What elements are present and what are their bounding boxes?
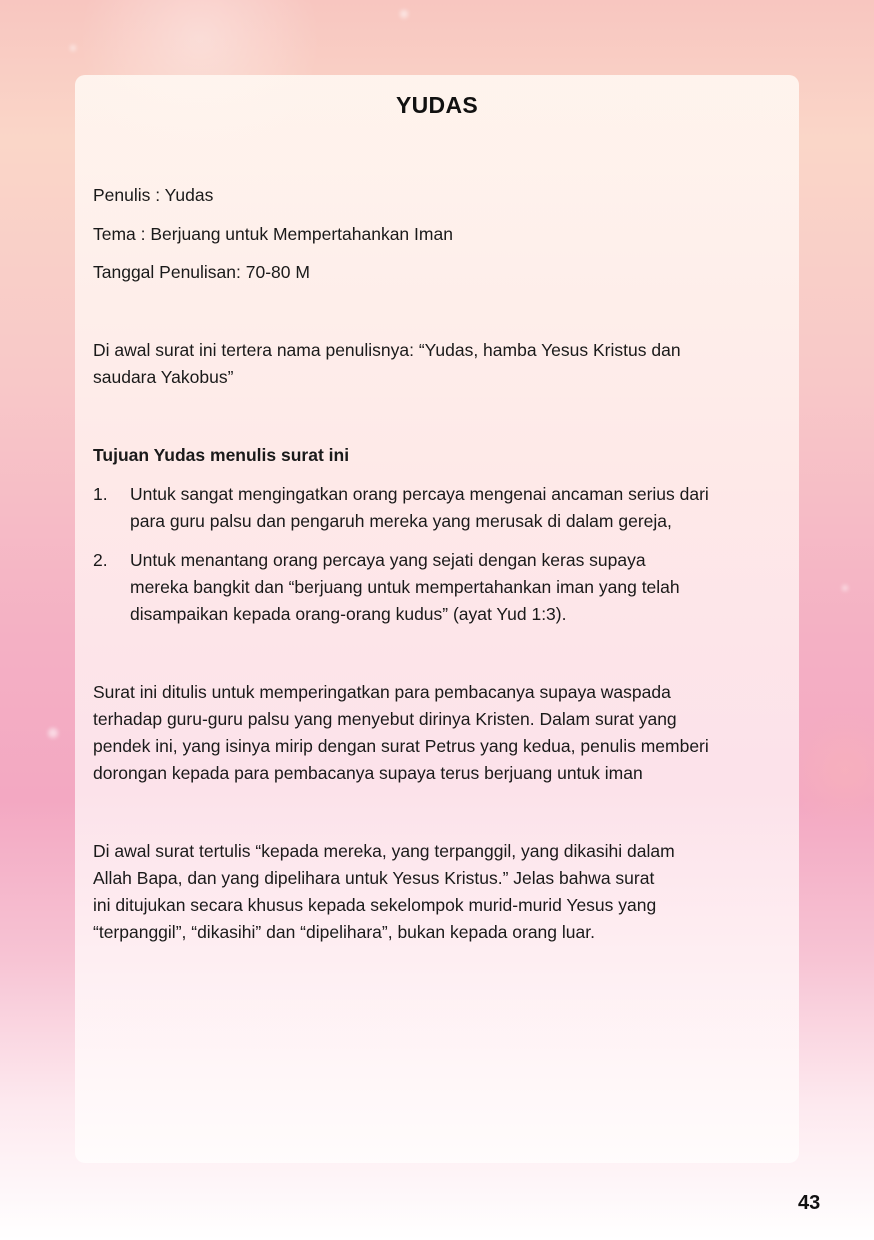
info-penulis: Penulis : Yudas — [93, 185, 214, 205]
page-number: 43 — [798, 1192, 821, 1214]
bokeh-sparkle — [400, 10, 408, 18]
list-item-line: disampaikan kepada orang-orang kudus” (ayat Yud 1:3). — [130, 604, 567, 624]
bokeh-sparkle — [48, 728, 58, 738]
list-item-line: para guru palsu dan pengaruh mereka yang merusak di dalam gereja, — [130, 511, 672, 531]
paragraph-line: Allah Bapa, dan yang dipelihara untuk Yesus Kristus.” Jelas bahwa surat — [93, 868, 655, 888]
paragraph-line: ini ditujukan secara khusus kepada sekelompok murid-murid Yesus yang — [93, 895, 657, 915]
intro-line: Di awal surat ini tertera nama penulisnya: “Yudas, hamba Yesus Kristus dan — [93, 340, 681, 360]
paragraph-line: pendek ini, yang isinya mirip dengan surat Petrus yang kedua, penulis memberi — [93, 736, 709, 756]
info-tema: Tema : Berjuang untuk Mempertahankan Iman — [93, 224, 453, 244]
info-tanggal: Tanggal Penulisan: 70-80 M — [93, 262, 310, 282]
paragraph-line: Surat ini ditulis untuk memperingatkan para pembacanya supaya waspada — [93, 682, 671, 702]
intro-line: saudara Yakobus” — [93, 367, 234, 387]
list-number: 1. — [93, 484, 108, 504]
paragraph-line: terhadap guru-guru palsu yang menyebut dirinya Kristen. Dalam surat yang — [93, 709, 677, 729]
paragraph-line: dorongan kepada para pembacanya supaya terus berjuang untuk iman — [93, 763, 643, 783]
bokeh-sparkle — [842, 585, 848, 591]
bokeh-sparkle — [70, 45, 76, 51]
list-item-line: Untuk menantang orang percaya yang sejati dengan keras supaya — [130, 550, 646, 570]
paragraph-line: Di awal surat tertulis “kepada mereka, yang terpanggil, yang dikasihi dalam — [93, 841, 675, 861]
list-item-line: mereka bangkit dan “berjuang untuk mempertahankan iman yang telah — [130, 577, 680, 597]
paragraph-line: “terpanggil”, “dikasihi” dan “dipelihara”, bukan kepada orang luar. — [93, 922, 595, 942]
list-number: 2. — [93, 550, 108, 570]
page-title: YUDAS — [395, 92, 478, 118]
list-item-line: Untuk sangat mengingatkan orang percaya mengenai ancaman serius dari — [130, 484, 709, 504]
purpose-heading: Tujuan Yudas menulis surat ini — [93, 445, 350, 465]
